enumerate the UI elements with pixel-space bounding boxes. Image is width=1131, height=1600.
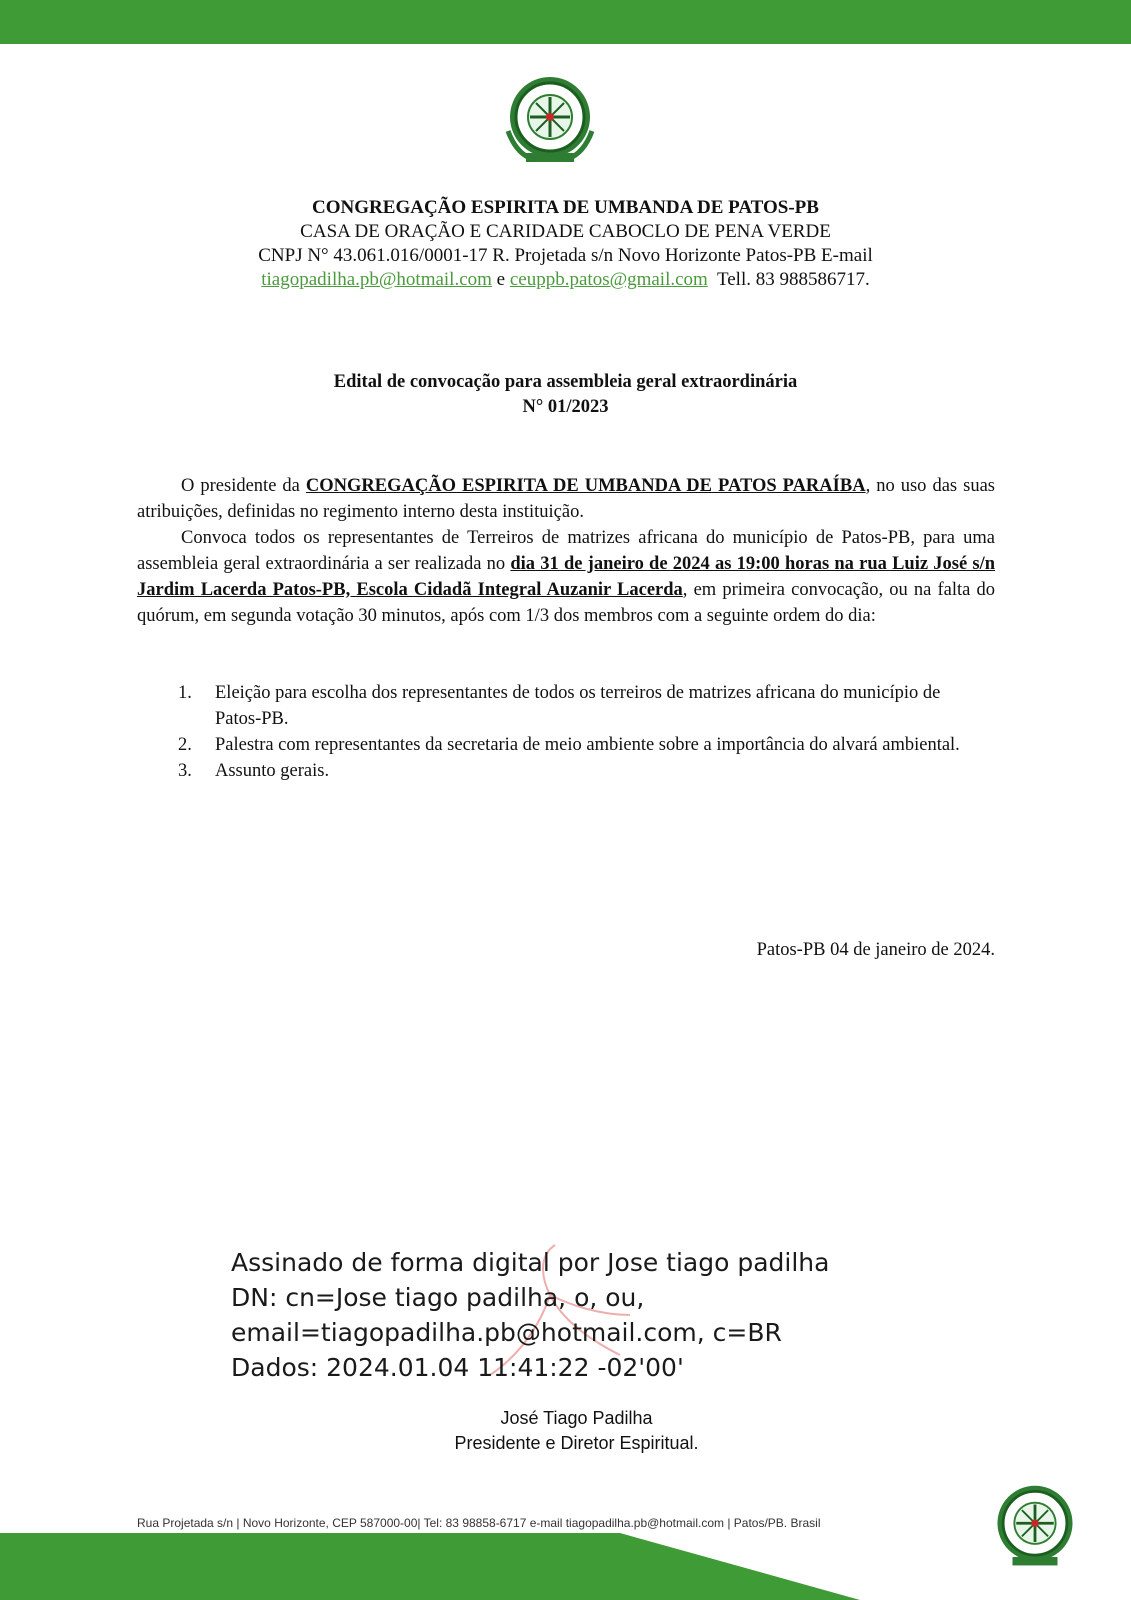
p1-start: O presidente da <box>181 476 306 496</box>
edital-number: N° 01/2023 <box>522 397 609 417</box>
cnpj-address-line: CNPJ N° 43.061.016/0001-17 R. Projetada s/n Novo Horizonte Patos-PB E-mail <box>258 245 873 266</box>
footer-seal-icon <box>990 1482 1080 1572</box>
list-item <box>178 680 978 732</box>
email-link-hotmail[interactable]: tiagopadilha.pb@hotmail.com <box>261 269 492 290</box>
signer-role: Presidente e Diretor Espiritual. <box>454 1433 699 1453</box>
signature-line-1: Assinado de forma digital por Jose tiago padilha <box>231 1248 830 1277</box>
edital-title: Edital de convocação para assembleia geral extraordinária <box>333 372 798 392</box>
contact-line <box>0 268 1131 292</box>
phone-text: Tell. 83 988586717. <box>707 269 870 290</box>
congregation-seal-icon <box>502 73 598 169</box>
agenda-list <box>178 680 978 784</box>
email-link-gmail[interactable]: ceuppb.patos@gmail.com <box>509 269 708 290</box>
convocation-body <box>137 473 995 629</box>
list-item-number: 1. <box>178 683 192 703</box>
signature-line-2: DN: cn=Jose tiago padilha, o, ou, <box>231 1283 645 1312</box>
signer-block <box>0 1406 1131 1456</box>
email-connector: e <box>491 269 510 290</box>
paragraph-president <box>137 473 995 525</box>
list-item-text: Palestra com representantes da secretaria de meio ambiente sobre a importância do alvará ambiental. <box>215 735 960 755</box>
meeting-date-location: dia 31 de janeiro de 2024 as 19:00 horas na rua Luiz José s/n Jardim Lacerda Patos-PB, Escola Cidadã Integral Auzanir Lacerda <box>137 554 995 600</box>
institution-title: CONGREGAÇÃO ESPIRITA DE UMBANDA DE PATOS-PB <box>312 197 819 218</box>
list-item <box>178 732 978 758</box>
organization-name: CONGREGAÇÃO ESPIRITA DE UMBANDA DE PATOS PARAÍBA <box>305 476 866 496</box>
date-line: Patos-PB 04 de janeiro de 2024. <box>756 940 995 960</box>
p2-start: Convoca todos os representantes de Terreiros de matrizes africana do município de Patos-PB, para uma assembleia geral extraordinária a ser realizada no <box>137 528 995 574</box>
p1-end: , no uso das suas atribuições, definidas no regimento interno desta instituição. <box>137 476 995 522</box>
top-green-bar <box>0 0 1131 44</box>
signature-line-4: Dados: 2024.01.04 11:41:22 -02'00' <box>231 1353 684 1382</box>
digital-signature-block <box>231 1245 829 1385</box>
edital-heading <box>0 370 1131 420</box>
list-item-number: 3. <box>178 761 192 781</box>
list-item <box>178 758 978 784</box>
institution-subtitle: CASA DE ORAÇÃO E CARIDADE CABOCLO DE PENA VERDE <box>300 221 831 242</box>
signature-line-3: email=tiagopadilha.pb@hotmail.com, c=BR <box>231 1318 782 1347</box>
signer-name: José Tiago Padilha <box>500 1408 653 1428</box>
institution-header <box>0 196 1131 292</box>
footer-address: Rua Projetada s/n | Novo Horizonte, CEP 587000-00| Tel: 83 98858-6717 e-mail tiagopadilha.pb@hotmail.com | Patos/PB. Brasil <box>137 1516 821 1530</box>
paragraph-convocation <box>137 525 995 629</box>
bottom-green-band <box>0 1533 1131 1600</box>
list-item-text: Eleição para escolha dos representantes de todos os terreiros de matrizes africana do município de Patos-PB. <box>215 683 941 729</box>
p2-end: , em primeira convocação, ou na falta do quórum, em segunda votação 30 minutos, após com 1/3 dos membros com a seguinte ordem do dia: <box>137 580 995 626</box>
list-item-number: 2. <box>178 735 192 755</box>
list-item-text: Assunto gerais. <box>215 761 330 781</box>
